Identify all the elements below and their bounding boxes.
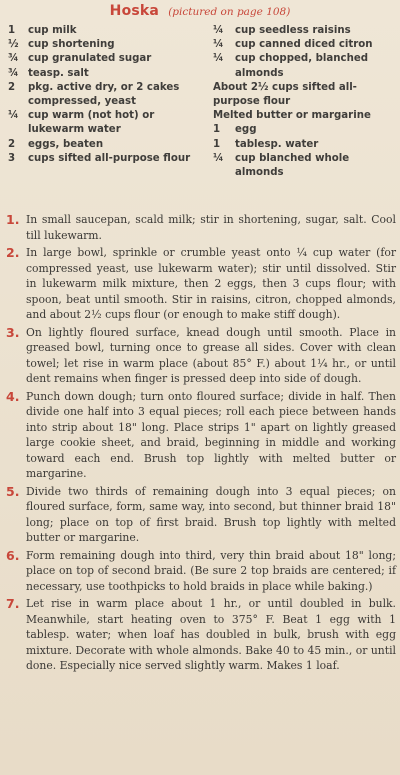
ingredient-qty: 1 xyxy=(213,124,221,136)
ingredient-qty: ¼ xyxy=(213,152,224,164)
ingredient-desc: cup shortening xyxy=(28,39,115,51)
step-number: 7. xyxy=(6,596,20,611)
ingredients-left-column xyxy=(8,24,213,180)
ingredient-qty: ¼ xyxy=(213,39,224,51)
step-item xyxy=(6,389,396,482)
ingredient-item xyxy=(8,109,213,137)
ingredient-desc: cups sifted all-purpose flour xyxy=(28,152,191,164)
ingredient-item xyxy=(8,81,213,109)
step-item xyxy=(6,596,396,674)
ingredient-item xyxy=(213,24,394,38)
step-text: On lightly floured surface, knead dough until smooth. Place in greased bowl, turning once to grease all sides. Cover with clean towel; let rise in warm place (about 85° F.) about 1¼ hr., or until dent remains when finger is pressed deep into side of dough. xyxy=(26,325,396,385)
ingredient-item xyxy=(213,109,394,123)
ingredient-desc: cup milk xyxy=(28,25,77,36)
recipe-title: Hoska xyxy=(109,3,160,19)
step-text: In small saucepan, scald milk; stir in shortening, sugar, salt. Cool till lukewarm. xyxy=(26,213,396,242)
ingredient-item xyxy=(213,38,394,52)
ingredient-desc: cup canned diced citron xyxy=(235,39,373,51)
ingredient-item xyxy=(213,52,394,80)
step-text: Punch down dough; turn onto floured surface; divide in half. Then divide one half into 3 equal pieces; roll each piece between hands into strip about 18" long. Place strips 1" apart on lightly greased large cookie sheet, and braid, beginning in middle and working toward each end. Brush top lightly with melted butter or margarine. xyxy=(26,389,396,480)
step-item xyxy=(6,212,396,243)
ingredient-item xyxy=(8,152,213,166)
ingredient-qty: ¾ xyxy=(8,67,19,79)
ingredient-desc: tablesp. water xyxy=(235,138,319,150)
step-text: In large bowl, sprinkle or crumble yeast onto ¼ cup water (for compressed yeast, use lukewarm water); stir until dissolved. Stir in lukewarm milk mixture, then 2 eggs, then 3 cups flour; with spoon, beat until smooth. Stir in raisins, citron, chopped almonds, and about 2½ cups flour (or enough to make stiff dough). xyxy=(26,246,396,321)
step-number: 6. xyxy=(6,547,20,563)
ingredient-desc: Melted butter or margarine xyxy=(213,110,371,122)
ingredient-desc: cup chopped, blanched almonds xyxy=(235,53,369,79)
step-number: 4. xyxy=(6,388,20,404)
step-item xyxy=(6,325,396,387)
ingredient-item xyxy=(8,38,213,52)
ingredient-desc: cup warm (not hot) or lukewarm water xyxy=(28,110,155,136)
ingredient-desc: pkg. active dry, or 2 cakes compressed, yeast xyxy=(28,81,180,108)
ingredient-item xyxy=(213,138,394,152)
step-item xyxy=(6,245,396,323)
ingredient-item xyxy=(8,52,213,66)
ingredient-desc: eggs, beaten xyxy=(28,138,104,150)
step-text: Divide two thirds of remaining dough into 3 equal pieces; on floured surface, form, same way, into second, but thinner braid 18" long; place on top of first braid. Brush top lightly with melted butter or margarine. xyxy=(26,484,396,544)
ingredient-qty: ¼ xyxy=(213,25,224,36)
step-number: 1. xyxy=(6,212,20,227)
ingredient-desc: cup granulated sugar xyxy=(28,53,152,65)
step-number: 3. xyxy=(6,324,20,340)
ingredient-qty: ½ xyxy=(8,39,19,51)
ingredient-item xyxy=(8,24,213,38)
ingredient-item xyxy=(213,123,394,137)
step-item xyxy=(6,484,396,546)
ingredients-list xyxy=(8,24,394,180)
ingredient-qty: ¾ xyxy=(8,53,19,65)
ingredient-desc: cup seedless raisins xyxy=(235,25,351,36)
ingredient-qty: 1 xyxy=(213,138,221,150)
ingredient-qty: 2 xyxy=(8,138,16,150)
recipe-subtitle: (pictured on page 108) xyxy=(168,6,291,18)
ingredients-right-column xyxy=(213,24,394,180)
ingredient-item xyxy=(213,81,394,109)
recipe-header xyxy=(0,0,400,20)
ingredient-qty: ¼ xyxy=(213,53,224,65)
recipe-steps xyxy=(6,212,396,676)
ingredient-item xyxy=(8,67,213,81)
step-number: 5. xyxy=(6,483,20,499)
ingredient-qty: ¼ xyxy=(8,110,19,122)
ingredient-desc: About 2½ cups sifted all-purpose flour xyxy=(213,81,357,108)
step-number: 2. xyxy=(6,245,20,260)
ingredient-qty: 1 xyxy=(8,25,16,36)
ingredient-item xyxy=(213,152,394,180)
ingredient-qty: 3 xyxy=(8,152,16,164)
ingredient-item xyxy=(8,138,213,152)
step-text: Form remaining dough into third, very thin braid about 18" long; place on top of second braid. (Be sure 2 top braids are centered; if necessary, use toothpicks to hold braids in place while baking.) xyxy=(26,548,396,593)
ingredient-desc: teasp. salt xyxy=(28,67,89,79)
ingredient-desc: cup blanched whole almonds xyxy=(235,152,350,179)
ingredient-desc: egg xyxy=(235,124,257,136)
step-item xyxy=(6,548,396,595)
ingredient-qty: 2 xyxy=(8,81,16,93)
step-text: Let rise in warm place about 1 hr., or until doubled in bulk. Meanwhile, start heating oven to 375° F. Beat 1 egg with 1 tablesp. water; when loaf has doubled in bulk, brush with egg mixture. Decorate with whole almonds. Bake 40 to 45 min., or until done. Especially nice served slightly warm. Makes 1 loaf. xyxy=(26,597,396,672)
